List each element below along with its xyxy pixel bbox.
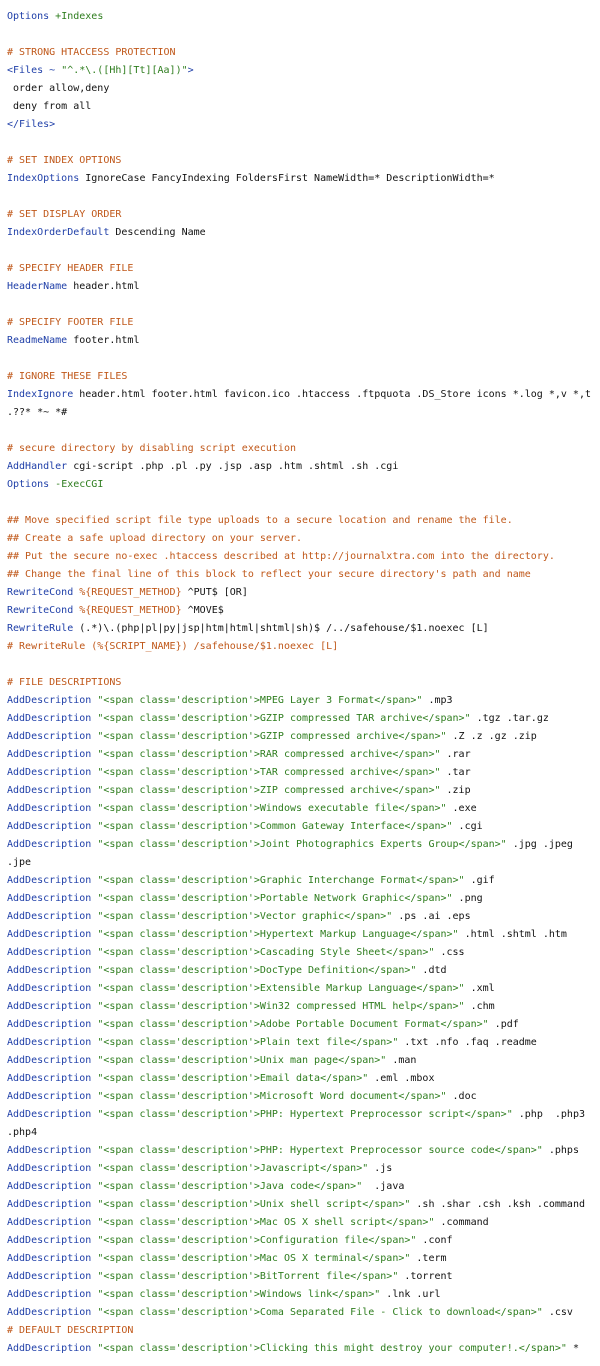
text-token: .rar [440,749,471,760]
directive-token: AddDescription [7,695,98,706]
code-line [7,818,600,836]
comment-token: # DEFAULT DESCRIPTION [7,1325,134,1336]
text-token: .exe [446,803,477,814]
code-line [7,1304,600,1322]
directive-token: AddDescription [7,929,98,940]
text-token: .dtd [416,965,447,976]
string-token: "<span class='description'>Extensible Markup Language</span>" [97,983,465,994]
code-line [7,692,600,710]
directive-token: AddDescription [7,1055,98,1066]
directive-token: AddDescription [7,803,98,814]
comment-token: # SET INDEX OPTIONS [7,155,122,166]
string-token: "<span class='description'>Configuration file</span>" [97,1235,417,1246]
directive-token: AddDescription [7,767,98,778]
comment-token: # STRONG HTACCESS PROTECTION [7,47,176,58]
directive-token: Options [7,479,56,490]
code-line [7,638,600,656]
text-token: .chm [464,1001,495,1012]
directive-token: IndexIgnore [7,389,80,400]
directive-token: AddDescription [7,749,98,760]
code-line [7,440,600,458]
code-line [7,1232,600,1250]
text-token: header.html [73,281,140,292]
text-token: (.*)\.(php|pl|py|jsp|htm|html|shtml|sh)$ /../safehouse/$1.noexec [L] [79,623,489,634]
directive-token: AddDescription [7,875,98,886]
comment-token: # secure directory by disabling script execution [7,443,296,454]
string-token: "<span class='description'>Email data</span>" [97,1073,369,1084]
code-line [7,548,600,566]
directive-token: AddDescription [7,1091,98,1102]
code-line [7,908,600,926]
string-token: "<span class='description'>PHP: Hypertext Preprocessor script</span>" [97,1109,513,1120]
blank-line [7,134,600,152]
code-line [7,728,600,746]
code-line [7,854,600,872]
string-token: "<span class='description'>RAR compressed archive</span>" [97,749,441,760]
code-line [7,260,600,278]
comment-token: ## Change the final line of this block to reflect your secure directory's path and name [7,569,531,580]
directive-token: AddDescription [7,839,98,850]
code-line [7,962,600,980]
code-line [7,530,600,548]
code-line [7,278,600,296]
text-token: order allow,deny [7,83,110,94]
text-token: ^PUT$ [OR] [181,587,248,598]
directive-token: AddDescription [7,821,98,832]
text-token: .man [386,1055,417,1066]
string-token: "<span class='description'>Graphic Interchange Format</span>" [97,875,465,886]
text-token: .js [368,1163,393,1174]
comment-token: # SPECIFY FOOTER FILE [7,317,134,328]
code-line [7,1124,600,1142]
text-token: .command [434,1217,489,1228]
directive-token: AddDescription [7,1253,98,1264]
code-line [7,1106,600,1124]
string-token: "<span class='description'>Portable Network Graphic</span>" [97,893,453,904]
directive-token: Options [7,11,56,22]
directive-token: AddDescription [7,1001,98,1012]
text-token: .zip [440,785,471,796]
string-token: "<span class='description'>Clicking this might destroy your computer!.</span>" [97,1343,567,1354]
directive-token: AddDescription [7,983,98,994]
code-line [7,764,600,782]
code-line [7,1070,600,1088]
code-line [7,1214,600,1232]
code-line [7,1268,600,1286]
text-token: .term [410,1253,447,1264]
text-token: .lnk .url [380,1289,441,1300]
string-token: "<span class='description'>TAR compressed archive</span>" [97,767,441,778]
text-token: .torrent [398,1271,453,1282]
code-line [7,80,600,98]
string-token: "<span class='description'>Mac OS X terminal</span>" [97,1253,411,1264]
code-line [7,1088,600,1106]
directive-token: AddDescription [7,1217,98,1228]
code-line [7,206,600,224]
code-line [7,8,600,26]
text-token: * [566,1343,579,1354]
blank-line [7,242,600,260]
directive-token: AddDescription [7,1307,98,1318]
directive-token: AddDescription [7,893,98,904]
text-token: ^MOVE$ [181,605,224,616]
code-line [7,1016,600,1034]
code-line [7,386,600,404]
code-line [7,314,600,332]
code-line [7,116,600,134]
code-line [7,1196,600,1214]
directive-token: AddDescription [7,965,98,976]
text-token: .tgz .tar.gz [470,713,549,724]
code-line [7,404,600,422]
string-token: -ExecCGI [55,479,104,490]
string-token: +Indexes [55,11,104,22]
comment-token: ## Create a safe upload directory on your server. [7,533,303,544]
code-line [7,1340,600,1358]
directive-token: AddDescription [7,1181,98,1192]
text-token: footer.html [73,335,140,346]
text-token: .doc [446,1091,477,1102]
code-line [7,1250,600,1268]
code-line [7,800,600,818]
text-token: .mp3 [422,695,453,706]
code-line [7,836,600,854]
string-token: "<span class='description'>Common Gateway Interface</span>" [97,821,453,832]
code-line [7,1322,600,1340]
directive-token: AddDescription [7,947,98,958]
string-token: "<span class='description'>Java code</span>" [97,1181,363,1192]
text-token: .css [434,947,465,958]
comment-token: # SET DISPLAY ORDER [7,209,122,220]
text-token: .jpg .jpeg [506,839,573,850]
directive-token: RewriteCond [7,605,80,616]
string-token: "<span class='description'>Win32 compressed HTML help</span>" [97,1001,465,1012]
text-token: deny from all [7,101,92,112]
string-token: "<span class='description'>MPEG Layer 3 Format</span>" [97,695,423,706]
text-token: .cgi [452,821,483,832]
string-token: "<span class='description'>BitTorrent file</span>" [97,1271,399,1282]
blank-line [7,350,600,368]
string-token: "<span class='description'>ZIP compressed archive</span>" [97,785,441,796]
directive-token: AddDescription [7,731,98,742]
directive-token: <Files ~ [7,65,62,76]
text-token: .tar [440,767,471,778]
string-token: "<span class='description'>GZIP compressed TAR archive</span>" [97,713,471,724]
string-token: "<span class='description'>Joint Photographics Experts Group</span>" [97,839,507,850]
text-token: cgi-script .php .pl .py .jsp .asp .htm .shtml .sh .cgi [73,461,399,472]
comment-token: %{REQUEST_METHOD} [79,605,182,616]
code-line [7,566,600,584]
text-token: .??* *~ *# [7,407,68,418]
text-token: .php4 [7,1127,38,1138]
string-token: "<span class='description'>Javascript</span>" [97,1163,369,1174]
comment-token: ## Put the secure no-exec .htaccess described at http://journalxtra.com into the directory. [7,551,555,562]
string-token: "^.*\.([Hh][Tt][Aa])" [61,65,188,76]
code-line [7,458,600,476]
text-token: .eml .mbox [368,1073,435,1084]
string-token: "<span class='description'>Hypertext Markup Language</span>" [97,929,459,940]
code-line [7,1034,600,1052]
code-line [7,584,600,602]
string-token: "<span class='description'>Unix shell script</span>" [97,1199,411,1210]
text-token: .sh .shar .csh .ksh .command [410,1199,585,1210]
text-token: .php .php3 [512,1109,585,1120]
text-token: .gif [464,875,495,886]
code-line [7,926,600,944]
text-token: .phps [542,1145,579,1156]
directive-token: AddDescription [7,1145,98,1156]
directive-token: AddDescription [7,713,98,724]
blank-line [7,422,600,440]
code-line [7,998,600,1016]
directive-token: AddDescription [7,1019,98,1030]
code-line [7,710,600,728]
text-token: .png [452,893,483,904]
text-token: .xml [464,983,495,994]
code-line [7,152,600,170]
blank-line [7,656,600,674]
directive-token: AddDescription [7,1199,98,1210]
string-token: "<span class='description'>Adobe Portable Document Format</span>" [97,1019,489,1030]
comment-token: # IGNORE THESE FILES [7,371,128,382]
code-line [7,1286,600,1304]
directive-token: ReadmeName [7,335,74,346]
directive-token: IndexOptions [7,173,86,184]
directive-token: AddDescription [7,911,98,922]
code-line [7,98,600,116]
code-line [7,224,600,242]
string-token: "<span class='description'>Unix man page</span>" [97,1055,387,1066]
comment-token: # SPECIFY HEADER FILE [7,263,134,274]
text-token: .java [362,1181,405,1192]
code-line [7,746,600,764]
code-line [7,170,600,188]
comment-token: ## Move specified script file type uploads to a secure location and rename the file. [7,515,513,526]
code-line [7,782,600,800]
string-token: "<span class='description'>GZIP compressed archive</span>" [97,731,447,742]
string-token: "<span class='description'>DocType Definition</span>" [97,965,417,976]
code-line [7,602,600,620]
comment-token: # RewriteRule (%{SCRIPT_NAME}) /safehouse/$1.noexec [L] [7,641,339,652]
string-token: "<span class='description'>Plain text file</span>" [97,1037,399,1048]
directive-token: AddDescription [7,1235,98,1246]
code-line [7,620,600,638]
code-line [7,1142,600,1160]
directive-token: AddDescription [7,1037,98,1048]
string-token: "<span class='description'>Coma Separated File - Click to download</span>" [97,1307,543,1318]
text-token: .jpe [7,857,32,868]
code-line [7,332,600,350]
code-line [7,368,600,386]
directive-token: HeaderName [7,281,74,292]
directive-token: AddDescription [7,1163,98,1174]
text-token: .html .shtml .htm [458,929,567,940]
text-token: Descending Name [115,227,206,238]
code-line [7,1052,600,1070]
directive-token: AddDescription [7,1073,98,1084]
code-line [7,890,600,908]
code-line [7,944,600,962]
code-line [7,44,600,62]
string-token: "<span class='description'>Microsoft Word document</span>" [97,1091,447,1102]
code-line [7,476,600,494]
directive-token: RewriteRule [7,623,80,634]
text-token: IgnoreCase FancyIndexing FoldersFirst NameWidth=* DescriptionWidth=* [85,173,495,184]
directive-token: AddDescription [7,1271,98,1282]
blank-line [7,26,600,44]
blank-line [7,188,600,206]
text-token: .csv [542,1307,573,1318]
text-token: .conf [416,1235,453,1246]
blank-line [7,494,600,512]
string-token: "<span class='description'>PHP: Hypertext Preprocessor source code</span>" [97,1145,543,1156]
text-token: .ps .ai .eps [392,911,471,922]
code-line [7,872,600,890]
string-token: "<span class='description'>Windows link</span>" [97,1289,381,1300]
directive-token: RewriteCond [7,587,80,598]
text-token: header.html footer.html favicon.ico .htaccess .ftpquota .DS_Store icons *.log *,v *,t [79,389,591,400]
string-token: "<span class='description'>Windows executable file</span>" [97,803,447,814]
directive-token: </Files> [7,119,56,130]
code-line [7,980,600,998]
comment-token: # FILE DESCRIPTIONS [7,677,122,688]
text-token: .pdf [488,1019,519,1030]
code-line [7,674,600,692]
text-token: .txt .nfo .faq .readme [398,1037,537,1048]
string-token: "<span class='description'>Mac OS X shell script</span>" [97,1217,435,1228]
directive-token: AddHandler [7,461,74,472]
text-token: .Z .z .gz .zip [446,731,537,742]
code-line [7,512,600,530]
directive-token: > [187,65,194,76]
directive-token: AddDescription [7,1289,98,1300]
directive-token: AddDescription [7,1109,98,1120]
directive-token: AddDescription [7,785,98,796]
string-token: "<span class='description'>Vector graphic</span>" [97,911,393,922]
code-line [7,62,600,80]
blank-line [7,296,600,314]
code-line [7,1160,600,1178]
string-token: "<span class='description'>Cascading Style Sheet</span>" [97,947,435,958]
directive-token: AddDescription [7,1343,98,1354]
code-line [7,1178,600,1196]
directive-token: IndexOrderDefault [7,227,116,238]
comment-token: %{REQUEST_METHOD} [79,587,182,598]
